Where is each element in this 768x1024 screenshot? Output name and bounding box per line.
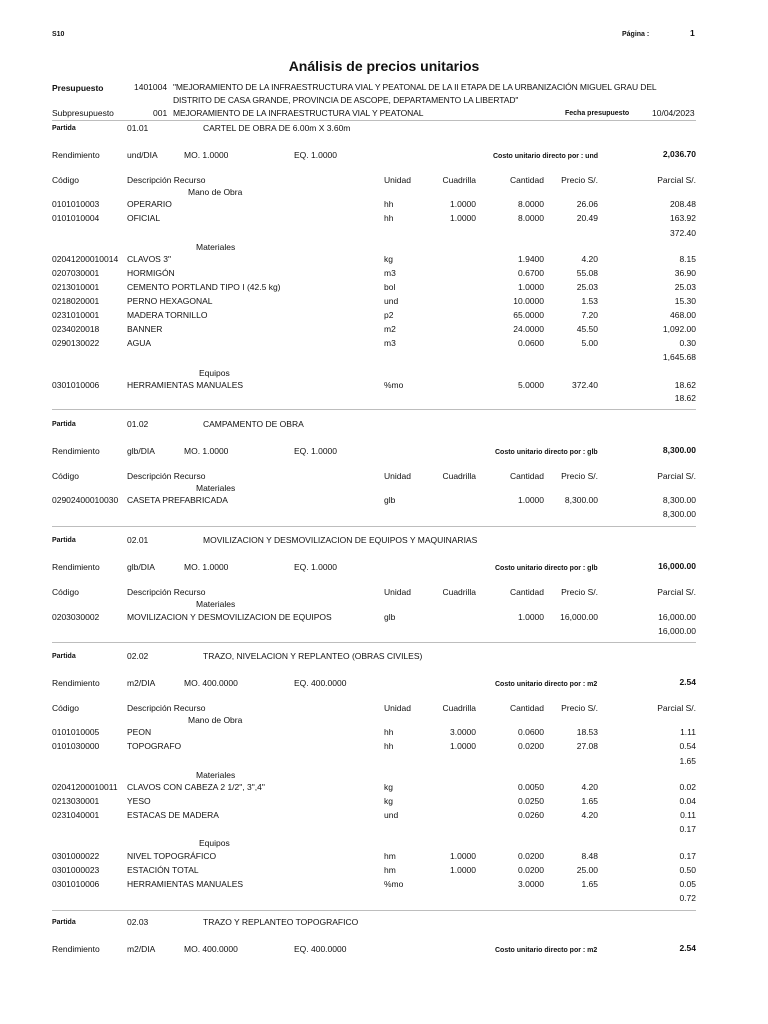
rendimiento-mo: MO. 1.0000 (184, 562, 229, 572)
partida-code: 01.01 (127, 123, 149, 133)
row-precio: 8.48 (581, 851, 598, 861)
row-desc: ESTACAS DE MADERA (127, 810, 219, 820)
partida-code: 01.02 (127, 419, 149, 429)
row-desc: HORMIGÓN (127, 268, 175, 278)
row-cantidad: 8.0000 (518, 213, 544, 223)
row-unidad: kg (384, 796, 393, 806)
row-desc: AGUA (127, 338, 152, 348)
row-parcial: 0.54 (679, 741, 696, 751)
row-cuadrilla: 1.0000 (450, 741, 476, 751)
row-precio: 1.65 (581, 796, 598, 806)
group-materiales: Materiales (196, 770, 236, 780)
group-materiales: Materiales (196, 599, 236, 609)
subpresupuesto-label: Subpresupuesto (52, 108, 114, 118)
rendimiento-mo: MO. 400.0000 (184, 944, 238, 954)
partida-code: 02.03 (127, 917, 149, 927)
col-header-unidad: Unidad (384, 175, 411, 185)
presupuesto-label: Presupuesto (52, 83, 104, 93)
row-unidad: kg (384, 782, 393, 792)
rendimiento-unit: und/DIA (127, 150, 158, 160)
row-precio: 4.20 (581, 810, 598, 820)
row-cantidad: 0.0200 (518, 851, 544, 861)
partida-desc: TRAZO Y REPLANTEO TOPOGRAFICO (203, 917, 359, 927)
row-desc: CASETA PREFABRICADA (127, 495, 228, 505)
row-codigo: 02041200010011 (52, 782, 118, 792)
row-unidad: und (384, 296, 399, 306)
costo-label: Costo unitario directo por : glb (495, 565, 598, 572)
costo-value: 2.54 (679, 943, 696, 953)
col-header-unidad: Unidad (384, 471, 411, 481)
row-cantidad: 1.0000 (518, 282, 544, 292)
row-codigo: 0301000022 (52, 851, 100, 861)
partida-code: 02.02 (127, 651, 149, 661)
row-cantidad: 0.0260 (518, 810, 544, 820)
row-cantidad: 0.6700 (518, 268, 544, 278)
row-cantidad: 24.0000 (513, 324, 544, 334)
col-header-codigo: Código (52, 471, 79, 481)
row-cuadrilla: 1.0000 (450, 199, 476, 209)
row-desc: YESO (127, 796, 151, 806)
costo-value: 2,036.70 (662, 149, 696, 159)
costo-value: 16,000.00 (658, 561, 696, 571)
page-number: 1 (690, 28, 695, 38)
col-header-descripcion: Descripción Recurso (127, 175, 206, 185)
report-code: S10 (52, 31, 65, 38)
subtotal-mano-obra: 1.65 (679, 756, 696, 766)
row-parcial: 1.11 (680, 727, 696, 737)
rendimiento-eq: EQ. 400.0000 (294, 944, 347, 954)
row-codigo: 0234020018 (52, 324, 100, 334)
partida-desc: CARTEL DE OBRA DE 6.00m X 3.60m (203, 123, 351, 133)
row-codigo: 0290130022 (52, 338, 100, 348)
row-codigo: 0213010001 (52, 282, 100, 292)
row-unidad: hm (384, 865, 396, 875)
row-unidad: glb (384, 612, 396, 622)
partida-desc: CAMPAMENTO DE OBRA (203, 419, 304, 429)
row-codigo: 0101010003 (52, 199, 100, 209)
row-cuadrilla: 1.0000 (450, 213, 476, 223)
rendimiento-mo: MO. 1.0000 (184, 446, 229, 456)
row-cantidad: 1.0000 (518, 495, 544, 505)
row-parcial: 468.00 (670, 310, 696, 320)
row-unidad: hh (384, 199, 394, 209)
row-desc: MOVILIZACION Y DESMOVILIZACION DE EQUIPOS (127, 612, 332, 622)
row-precio: 45.50 (576, 324, 598, 334)
col-header-parcial: Parcial S/. (657, 175, 696, 185)
row-desc: HERRAMIENTAS MANUALES (127, 380, 244, 390)
col-header-cuadrilla: Cuadrilla (442, 175, 476, 185)
row-codigo: 0203030002 (52, 612, 100, 622)
presupuesto-code: 1401004 (134, 82, 168, 92)
row-desc: CLAVOS CON CABEZA 2 1/2", 3",4" (127, 782, 265, 792)
col-header-precio: Precio S/. (561, 587, 598, 597)
row-parcial: 25.03 (674, 282, 696, 292)
rendimiento-label: Rendimiento (52, 944, 100, 954)
divider (52, 409, 696, 410)
costo-label: Costo unitario directo por : m2 (495, 681, 598, 688)
row-codigo: 0301000023 (52, 865, 100, 875)
col-header-precio: Precio S/. (561, 471, 598, 481)
col-header-cantidad: Cantidad (509, 175, 544, 185)
rendimiento-eq: EQ. 1.0000 (294, 562, 338, 572)
row-parcial: 1,092.00 (662, 324, 696, 334)
subtotal-materiales: 16,000.00 (658, 626, 696, 636)
row-cantidad: 0.0200 (518, 865, 544, 875)
row-cantidad: 0.0200 (518, 741, 544, 751)
row-desc: CLAVOS 3" (127, 254, 171, 264)
row-unidad: %mo (384, 879, 404, 889)
group-materiales: Materiales (196, 483, 236, 493)
row-desc: PERNO HEXAGONAL (127, 296, 213, 306)
row-parcial: 0.50 (679, 865, 696, 875)
rendimiento-unit: m2/DIA (127, 944, 156, 954)
row-unidad: hh (384, 213, 394, 223)
row-desc: HERRAMIENTAS MANUALES (127, 879, 244, 889)
row-precio: 26.06 (576, 199, 598, 209)
page-label: Página : (622, 31, 650, 38)
col-header-unidad: Unidad (384, 703, 411, 713)
row-precio: 4.20 (581, 782, 598, 792)
col-header-cuadrilla: Cuadrilla (442, 471, 476, 481)
partida-desc: TRAZO, NIVELACION Y REPLANTEO (OBRAS CIVILES) (203, 651, 423, 661)
row-codigo: 0218020001 (52, 296, 100, 306)
row-desc: NIVEL TOPOGRÁFICO (127, 851, 217, 861)
row-unidad: p2 (384, 310, 394, 320)
divider (52, 910, 696, 911)
subpresupuesto-code: 001 (153, 108, 168, 118)
col-header-parcial: Parcial S/. (657, 471, 696, 481)
col-header-codigo: Código (52, 587, 79, 597)
row-desc: MADERA TORNILLO (127, 310, 208, 320)
group-materiales: Materiales (196, 242, 236, 252)
row-parcial: 18.62 (674, 380, 696, 390)
row-parcial: 8.15 (679, 254, 696, 264)
divider (52, 120, 696, 121)
row-cantidad: 5.0000 (518, 380, 544, 390)
row-parcial: 163.92 (670, 213, 696, 223)
row-cuadrilla: 3.0000 (450, 727, 476, 737)
rendimiento-label: Rendimiento (52, 150, 100, 160)
row-cantidad: 0.0250 (518, 796, 544, 806)
rendimiento-mo: MO. 1.0000 (184, 150, 229, 160)
rendimiento-label: Rendimiento (52, 446, 100, 456)
presupuesto-desc-line1: "MEJORAMIENTO DE LA INFRAESTRUCTURA VIAL Y PEATONAL DE LA II ETAPA DE LA URBANIZACIÓN MIGUEL GRAU DEL (173, 82, 657, 92)
row-precio: 16,000.00 (560, 612, 598, 622)
col-header-cantidad: Cantidad (509, 587, 544, 597)
col-header-precio: Precio S/. (561, 175, 598, 185)
rendimiento-unit: m2/DIA (127, 678, 156, 688)
col-header-descripcion: Descripción Recurso (127, 587, 206, 597)
fecha-label: Fecha presupuesto (565, 110, 630, 117)
group-mano-obra: Mano de Obra (188, 187, 243, 197)
row-parcial: 0.11 (680, 810, 696, 820)
costo-value: 8,300.00 (662, 445, 696, 455)
row-desc: PEON (127, 727, 152, 737)
row-codigo: 0213030001 (52, 796, 100, 806)
col-header-cuadrilla: Cuadrilla (442, 587, 476, 597)
row-unidad: und (384, 810, 399, 820)
partida-label: Partida (52, 421, 76, 428)
partida-label: Partida (52, 919, 76, 926)
rendimiento-label: Rendimiento (52, 562, 100, 572)
row-parcial: 0.17 (679, 851, 696, 861)
row-precio: 4.20 (581, 254, 598, 264)
rendimiento-mo: MO. 400.0000 (184, 678, 238, 688)
partida-desc: MOVILIZACION Y DESMOVILIZACION DE EQUIPOS Y MAQUINARIAS (203, 535, 478, 545)
row-parcial: 0.04 (679, 796, 696, 806)
row-codigo: 0301010006 (52, 380, 100, 390)
row-parcial: 208.48 (670, 199, 696, 209)
row-codigo: 0207030001 (52, 268, 100, 278)
page-title: Análisis de precios unitarios (288, 58, 480, 74)
fecha-value: 10/04/2023 (652, 108, 695, 118)
col-header-cantidad: Cantidad (509, 703, 544, 713)
rendimiento-eq: EQ. 1.0000 (294, 446, 338, 456)
row-codigo: 0101010004 (52, 213, 100, 223)
row-codigo: 02041200010014 (52, 254, 119, 264)
costo-label: Costo unitario directo por : m2 (495, 947, 598, 954)
row-precio: 18.53 (576, 727, 598, 737)
row-parcial: 0.30 (679, 338, 696, 348)
row-cantidad: 8.0000 (518, 199, 544, 209)
row-precio: 25.00 (576, 865, 598, 875)
subtotal-mano-obra: 372.40 (670, 228, 696, 238)
row-codigo: 0231040001 (52, 810, 100, 820)
row-cantidad: 1.9400 (518, 254, 544, 264)
row-codigo: 02902400010030 (52, 495, 119, 505)
row-unidad: m3 (384, 268, 396, 278)
row-desc: OPERARIO (127, 199, 172, 209)
partida-code: 02.01 (127, 535, 149, 545)
col-header-unidad: Unidad (384, 587, 411, 597)
row-parcial: 0.05 (679, 879, 696, 889)
row-desc: CEMENTO PORTLAND TIPO I (42.5 kg) (127, 282, 281, 292)
row-cantidad: 0.0600 (518, 727, 544, 737)
row-desc: ESTACIÓN TOTAL (127, 865, 199, 875)
col-header-parcial: Parcial S/. (657, 587, 696, 597)
row-precio: 55.08 (576, 268, 598, 278)
row-codigo: 0101030000 (52, 741, 100, 751)
partida-label: Partida (52, 653, 76, 660)
subtotal-equipos: 0.72 (679, 893, 696, 903)
row-precio: 372.40 (572, 380, 598, 390)
subtotal-materiales: 1,645.68 (662, 352, 696, 362)
row-unidad: %mo (384, 380, 404, 390)
row-unidad: hm (384, 851, 396, 861)
partida-label: Partida (52, 537, 76, 544)
row-precio: 25.03 (576, 282, 598, 292)
row-parcial: 16,000.00 (658, 612, 696, 622)
costo-value: 2.54 (679, 677, 696, 687)
row-unidad: bol (384, 282, 396, 292)
row-desc: BANNER (127, 324, 163, 334)
col-header-descripcion: Descripción Recurso (127, 703, 206, 713)
rendimiento-eq: EQ. 400.0000 (294, 678, 347, 688)
row-precio: 1.53 (581, 296, 598, 306)
group-equipos: Equipos (199, 838, 230, 848)
col-header-codigo: Código (52, 703, 79, 713)
row-parcial: 15.30 (674, 296, 696, 306)
row-unidad: hh (384, 741, 394, 751)
row-unidad: hh (384, 727, 394, 737)
subpresupuesto-desc: MEJORAMIENTO DE LA INFRAESTRUCTURA VIAL Y PEATONAL (173, 108, 424, 118)
row-cantidad: 10.0000 (513, 296, 544, 306)
row-parcial: 0.02 (679, 782, 696, 792)
row-codigo: 0231010001 (52, 310, 100, 320)
row-cantidad: 0.0600 (518, 338, 544, 348)
row-desc: OFICIAL (127, 213, 161, 223)
row-desc: TOPOGRAFO (127, 741, 182, 751)
row-cuadrilla: 1.0000 (450, 865, 476, 875)
row-precio: 1.65 (581, 879, 598, 889)
costo-label: Costo unitario directo por : und (493, 153, 598, 160)
row-parcial: 36.90 (674, 268, 696, 278)
col-header-codigo: Código (52, 175, 79, 185)
rendimiento-eq: EQ. 1.0000 (294, 150, 338, 160)
row-precio: 5.00 (581, 338, 598, 348)
row-unidad: m2 (384, 324, 396, 334)
row-cantidad: 1.0000 (518, 612, 544, 622)
row-precio: 8,300.00 (564, 495, 598, 505)
row-cuadrilla: 1.0000 (450, 851, 476, 861)
group-equipos: Equipos (199, 368, 230, 378)
subtotal-materiales: 0.17 (679, 824, 696, 834)
subtotal-materiales: 8,300.00 (662, 509, 696, 519)
rendimiento-unit: glb/DIA (127, 562, 155, 572)
col-header-cantidad: Cantidad (509, 471, 544, 481)
col-header-descripcion: Descripción Recurso (127, 471, 206, 481)
divider (52, 526, 696, 527)
group-mano-obra: Mano de Obra (188, 715, 243, 725)
row-cantidad: 65.0000 (513, 310, 544, 320)
row-precio: 7.20 (581, 310, 598, 320)
row-precio: 20.49 (576, 213, 598, 223)
divider (52, 642, 696, 643)
rendimiento-unit: glb/DIA (127, 446, 155, 456)
col-header-cuadrilla: Cuadrilla (442, 703, 476, 713)
row-unidad: glb (384, 495, 396, 505)
row-parcial: 8,300.00 (662, 495, 696, 505)
row-unidad: m3 (384, 338, 396, 348)
subtotal-equipos: 18.62 (674, 393, 696, 403)
partida-label: Partida (52, 125, 76, 132)
row-unidad: kg (384, 254, 393, 264)
row-cantidad: 0.0050 (518, 782, 544, 792)
row-cantidad: 3.0000 (518, 879, 544, 889)
col-header-precio: Precio S/. (561, 703, 598, 713)
row-codigo: 0301010006 (52, 879, 100, 889)
costo-label: Costo unitario directo por : glb (495, 449, 598, 456)
rendimiento-label: Rendimiento (52, 678, 100, 688)
col-header-parcial: Parcial S/. (657, 703, 696, 713)
row-precio: 27.08 (576, 741, 598, 751)
presupuesto-desc-line2: DISTRITO DE CASA GRANDE, PROVINCIA DE ASCOPE, DEPARTAMENTO LA LIBERTAD" (173, 95, 519, 105)
row-codigo: 0101010005 (52, 727, 100, 737)
